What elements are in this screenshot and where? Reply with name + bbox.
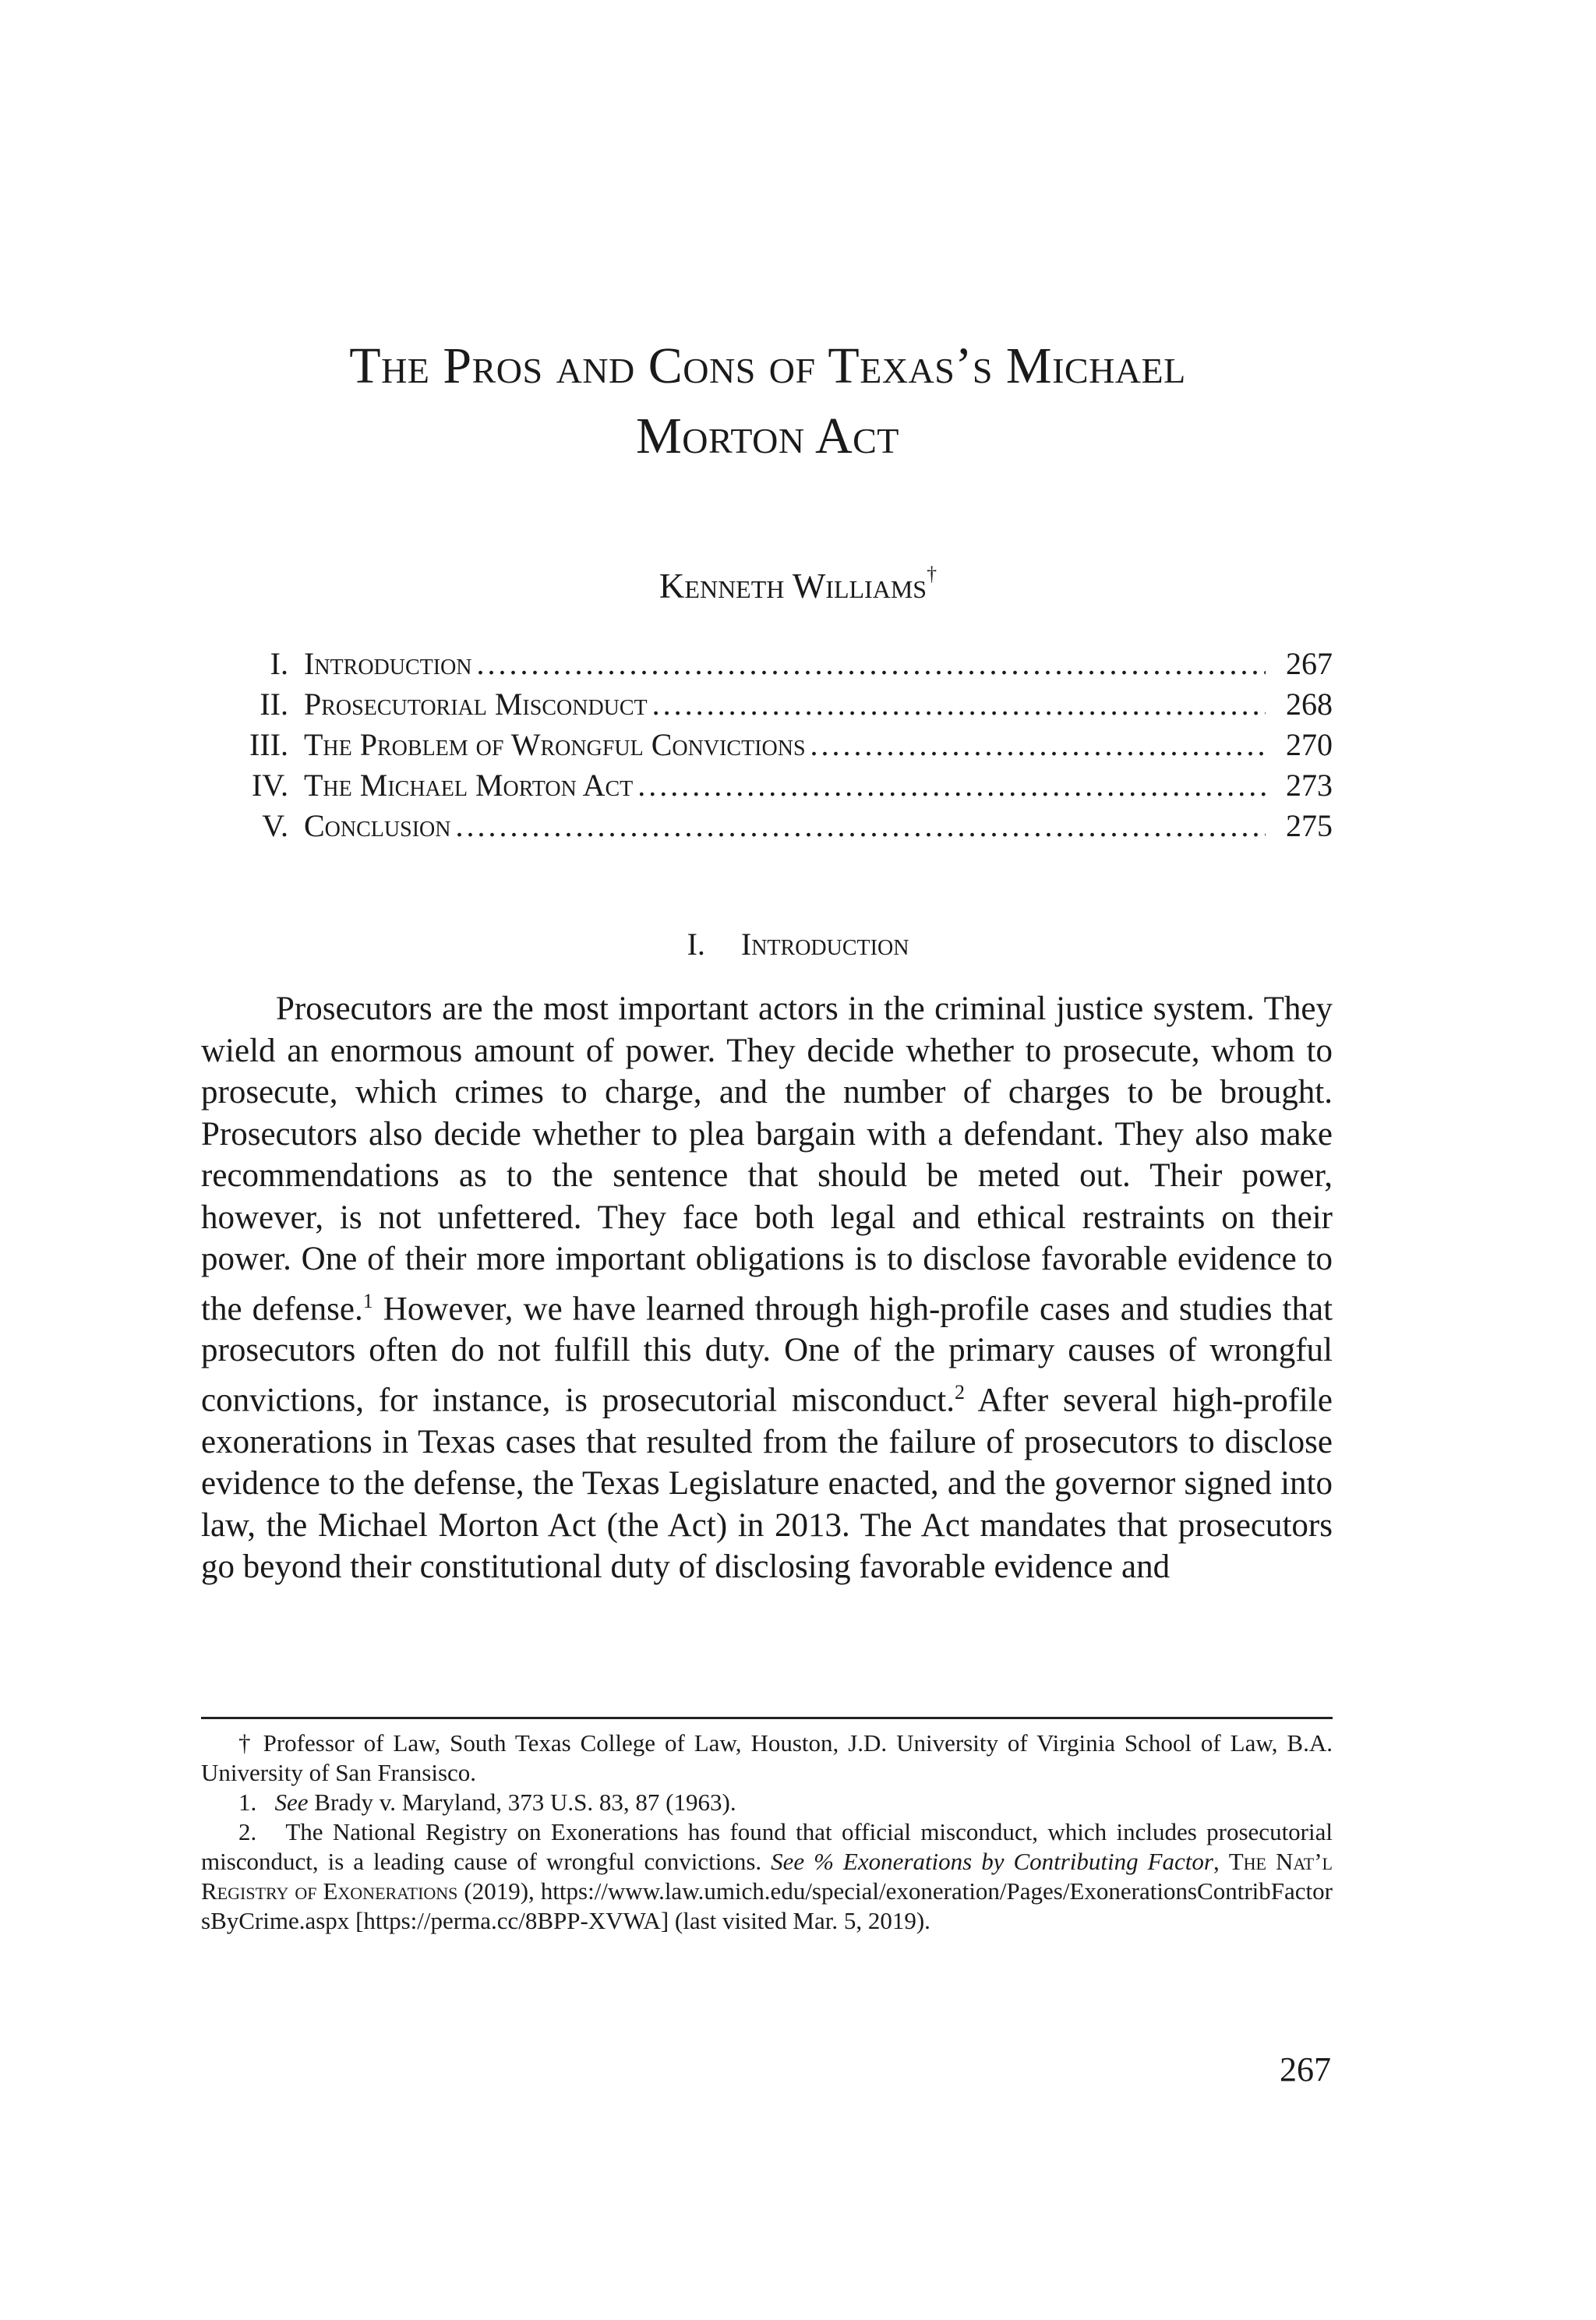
author-name bbox=[0, 563, 1596, 606]
footnote-text: Brady v. Maryland, 373 U.S. 83, 87 (1963). bbox=[308, 1789, 736, 1816]
article-title-line-1: The Pros and Cons of Texas’s Michael bbox=[349, 337, 1186, 394]
toc-entry-page: 270 bbox=[1286, 727, 1333, 762]
toc-entry[interactable] bbox=[203, 644, 1333, 684]
section-heading-number: I. bbox=[687, 927, 705, 962]
toc-entry[interactable] bbox=[203, 684, 1333, 725]
footnote-source-title: See % Exonerations by Contributing Factor bbox=[771, 1848, 1213, 1875]
toc-entry-number: III. bbox=[249, 727, 288, 762]
body-paragraph bbox=[201, 988, 1333, 1588]
footnote-1 bbox=[201, 1788, 1333, 1817]
table-of-contents bbox=[203, 644, 1333, 846]
footnote-text: (2019), bbox=[457, 1877, 541, 1905]
toc-leader-dots bbox=[637, 765, 1266, 806]
body-text-segment: After several high-profile exonerations in Texas cases that resulted from the failure of prosecutors to disclose evidence to the defense, the Texas Legislature enacted, and the governor signed into law, the Michael Morton Act (the Act) in 2013. The Act mandates that prosecutors go beyond their constitutional duty of disclosing favorable evidence and bbox=[201, 1382, 1333, 1586]
footnote-reference-1[interactable]: 1 bbox=[362, 1289, 373, 1312]
footnote-url-link[interactable]: https://www.law.umich.edu/special/exoneration/Pages/ExonerationsContribFactorsByCrime.aspx bbox=[201, 1877, 1333, 1934]
toc-leader-dots bbox=[477, 644, 1266, 684]
footnote-divider bbox=[201, 1717, 1333, 1719]
toc-entry[interactable] bbox=[203, 765, 1333, 806]
author-footnote-mark[interactable]: † bbox=[927, 563, 937, 585]
section-heading bbox=[0, 926, 1596, 962]
toc-entry-number: IV. bbox=[251, 768, 288, 803]
toc-entry-label: Conclusion bbox=[304, 808, 451, 843]
toc-leader-dots bbox=[455, 806, 1266, 846]
footnote-2 bbox=[201, 1817, 1333, 1936]
footnotes bbox=[201, 1729, 1333, 1936]
toc-entry-page: 275 bbox=[1286, 808, 1333, 843]
footnote-number: 1. bbox=[238, 1789, 257, 1816]
toc-entry[interactable] bbox=[203, 725, 1333, 765]
body-text-segment: Prosecutors are the most important actors in the criminal justice system. They wield an enormous amount of power. They decide whether to prosecute, whom to prosecute, which crimes to charge, and the number of charges to be brought. Prosecutors also decide whether to plea bargain with a defendant. They also make recommendations as to the sentence that should be meted out. Their power, however, is not unfettered. They face both legal and ethical restraints on their power. One of their more important obligations is to disclose favorable evidence to the defense. bbox=[201, 991, 1333, 1327]
footnote-number: 2. bbox=[238, 1818, 257, 1845]
toc-entry[interactable] bbox=[203, 806, 1333, 846]
author-name-text: Kenneth Williams bbox=[659, 567, 927, 606]
body-text-segment: However, we have learned through high-profile cases and studies that prosecutors often do not fulfill this duty. One of the primary causes of wrongful convictions, for instance, is prosecutorial misconduct. bbox=[201, 1290, 1333, 1419]
section-heading-label: Introduction bbox=[740, 927, 909, 962]
toc-entry-number: I. bbox=[270, 646, 288, 681]
toc-entry-number: V. bbox=[262, 808, 288, 843]
footnote-reference-2[interactable]: 2 bbox=[955, 1380, 966, 1404]
signal-see: See bbox=[274, 1789, 309, 1816]
page-number: 267 bbox=[1280, 2050, 1331, 2089]
footnote-text: , bbox=[1213, 1848, 1229, 1875]
toc-entry-page: 273 bbox=[1286, 768, 1333, 803]
toc-entry-label: Prosecutorial Misconduct bbox=[304, 687, 648, 722]
toc-entry-label: The Michael Morton Act bbox=[304, 768, 634, 803]
toc-entry-label: The Problem of Wrongful Convictions bbox=[304, 727, 806, 762]
author-footnote: † Professor of Law, South Texas College of Law, Houston, J.D. University of Virginia School of Law, B.A. University of San Fransisco. bbox=[201, 1729, 1333, 1786]
toc-entry-page: 267 bbox=[1286, 646, 1333, 681]
footnote-perma-link[interactable]: [https://perma.cc/8BPP-XVWA] (last visited Mar. 5, 2019). bbox=[349, 1907, 930, 1934]
toc-leader-dots bbox=[652, 684, 1266, 725]
toc-entry-label: Introduction bbox=[304, 646, 472, 681]
toc-entry-number: II. bbox=[260, 687, 288, 722]
toc-entry-page: 268 bbox=[1286, 687, 1333, 722]
footnote-source-publisher: The Nat’l Registry of Exonerations bbox=[201, 1848, 1333, 1905]
article-title-line-2: Morton Act bbox=[636, 408, 899, 464]
footnote-text: The National Registry on Exonerations has found that official misconduct, which includes prosecutorial misconduct, is a leading cause of wrongful convictions. bbox=[201, 1818, 1333, 1875]
toc-leader-dots bbox=[810, 725, 1266, 765]
